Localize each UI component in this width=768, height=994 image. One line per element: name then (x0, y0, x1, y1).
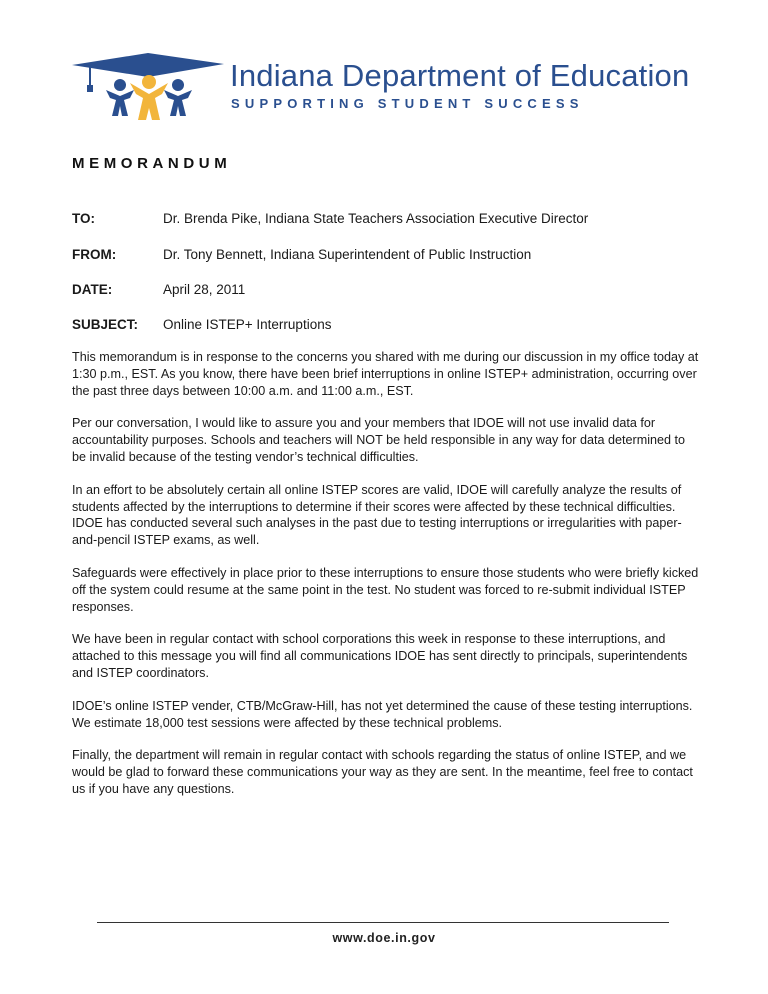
graduation-cap-figures-icon (70, 52, 226, 122)
org-logo (70, 52, 710, 122)
footer-divider (97, 922, 669, 923)
memo-paragraph: IDOE’s online ISTEP vender, CTB/McGraw-Hill, has not yet determined the cause of these testing interruptions. We estimate 18,000 test sessions were affected by these technical problems. (72, 698, 693, 730)
field-label-subject: SUBJECT: (72, 317, 139, 332)
memo-paragraph: Per our conversation, I would like to assure you and your members that IDOE will not use invalid data for accountability purposes. Schools and teachers will NOT be held responsible in any way for data determined to be invalid because of the testing vendor’s technical difficulties. (72, 416, 686, 464)
org-tagline: SUPPORTING STUDENT SUCCESS (231, 96, 584, 111)
field-value-to: Dr. Brenda Pike, Indiana State Teachers Association Executive Director (163, 211, 589, 226)
field-value-date: April 28, 2011 (163, 282, 246, 297)
memo-body (72, 349, 702, 814)
memo-paragraph: We have been in regular contact with school corporations this week in response to these interruptions, and attached to this message you will find all communications IDOE has sent directly to principals, superintendents and ISTEP coordinators. (72, 632, 688, 680)
field-value-from: Dr. Tony Bennett, Indiana Superintendent of Public Instruction (163, 247, 532, 262)
memo-paragraph: Safeguards were effectively in place prior to these interruptions to ensure those students who were briefly kicked off the system could resume at the same point in the test. No student was forced to re-submit individual ISTEP responses. (72, 565, 699, 614)
memo-paragraph: Finally, the department will remain in regular contact with schools regarding the status of online ISTEP, and we would be glad to forward these communications your way as they are sent. In the meantime, feel free to contact us if you have any questions. (72, 748, 693, 796)
org-name: Indiana Department of Education (230, 58, 690, 93)
memo-paragraph: This memorandum is in response to the concerns you shared with me during our discussion in my office today at 1:30 p.m., EST. As you know, there have been brief interruptions in online ISTEP+ administration, occurring over the past three days between 10:00 a.m. and 11:00 a.m., EST. (72, 350, 699, 398)
field-value-subject: Online ISTEP+ Interruptions (163, 317, 332, 332)
field-label-from: FROM: (72, 247, 117, 262)
memo-paragraph: In an effort to be absolutely certain all online ISTEP scores are valid, IDOE will carefully analyze the results of students affected by the interruptions to determine if their scores were affected by these technical difficulties. IDOE has conducted several such analyses in the past due to testing interruptions or irregularities with paper-and-pencil ISTEP exams, as well. (72, 482, 682, 548)
footer-url: www.doe.in.gov (332, 931, 436, 945)
field-label-to: TO: (72, 211, 95, 226)
memo-heading: MEMORANDUM (72, 155, 232, 172)
field-label-date: DATE: (72, 282, 113, 297)
